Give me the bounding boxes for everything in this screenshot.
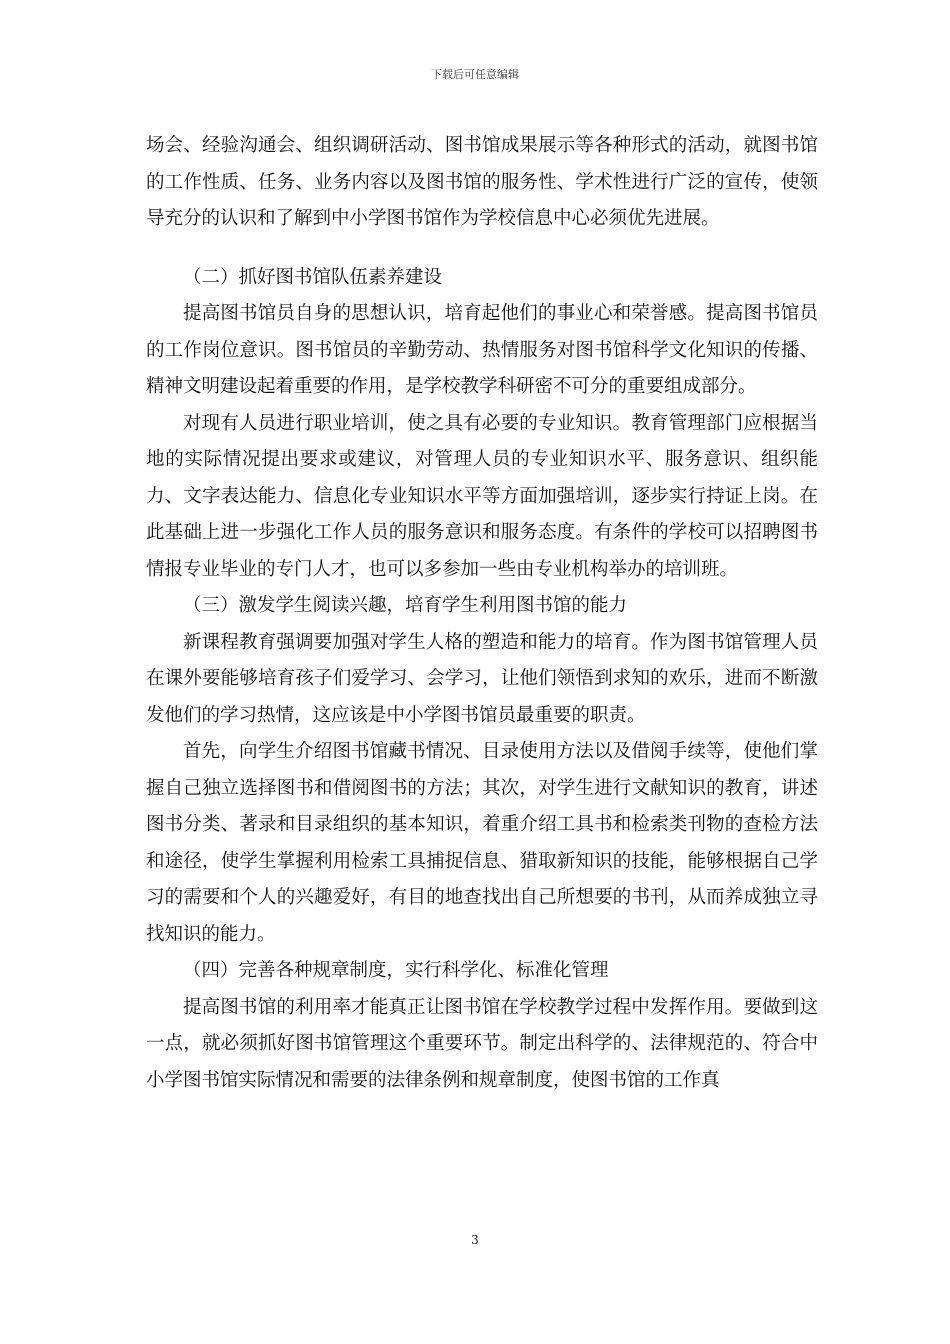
- paragraph: 提高图书馆员自身的思想认识，培育起他们的事业心和荣誉感。提高图书馆员的工作岗位意识。图书馆员的辛勤劳动、热情服务对图书馆科学文化知识的传播、精神文明建设起着重要的作用，是学校教学科研密不可分的重要组成部分。: [146, 303, 818, 397]
- paragraph: 首先，向学生介绍图书馆藏书情况、目录使用方法以及借阅手续等，使他们掌握自己独立选择图书和借阅图书的方法；其次，对学生进行文献知识的教育，讲述图书分类、著录和目录组织的基本知识，着重介绍工具书和检索类刊物的查检方法和途径，使学生掌握利用检索工具捕捉信息、猎取新知识的技能，能够根据自己学习的需要和个人的兴趣爱好，有目的地查找出自己所想要的书刊，从而养成独立寻找知识的能力。: [146, 741, 818, 945]
- section-heading-3: （三）激发学生阅读兴趣，培育学生利用图书馆的能力: [183, 595, 628, 616]
- paragraph-continuation: 场会、经验沟通会、组织调研活动、图书馆成果展示等各种形式的活动，就图书馆的工作性质、任务、业务内容以及图书馆的服务性、学术性进行广泛的宣传，使领导充分的认识和了解到中小学图书馆作为学校信息中心必须优先进展。: [146, 135, 818, 229]
- paragraph: 新课程教育强调要加强对学生人格的塑造和能力的培育。作为图书馆管理人员在课外要能够培育孩子们爱学习、会学习，让他们领悟到求知的欢乐，进而不断激发他们的学习热情，这应该是中小学图书馆员最重要的职责。: [146, 631, 818, 726]
- paragraph-gap: [146, 238, 818, 260]
- section-heading-4: （四）完善各种规章制度，实行科学化、标准化管理: [183, 960, 609, 981]
- section-heading-2: （二）抓好图书馆队伍素养建设: [183, 266, 443, 288]
- page-header: 下载后可任意编辑: [431, 68, 519, 81]
- page-number: 3: [471, 1233, 479, 1247]
- document-body: [146, 128, 818, 1099]
- paragraph: 对现有人员进行职业培训，使之具有必要的专业知识。教育管理部门应根据当地的实际情况提出要求或建议，对管理人员的专业知识水平、服务意识、组织能力、文字表达能力、信息化专业知识水平等方面加强培训，逐步实行持证上岗。在此基础上进一步强化工作人员的服务意识和服务态度。有条件的学校可以招聘图书情报专业毕业的专门人才，也可以多参加一些由专业机构举办的培训班。: [146, 412, 818, 580]
- paragraph: 提高图书馆的利用率才能真正让图书馆在学校教学过程中发挥作用。要做到这一点，就必须抓好图书馆管理这个重要环节。制定出科学的、法律规范的、符合中小学图书馆实际情况和需要的法律条例和规章制度，使图书馆的工作真: [146, 996, 818, 1091]
